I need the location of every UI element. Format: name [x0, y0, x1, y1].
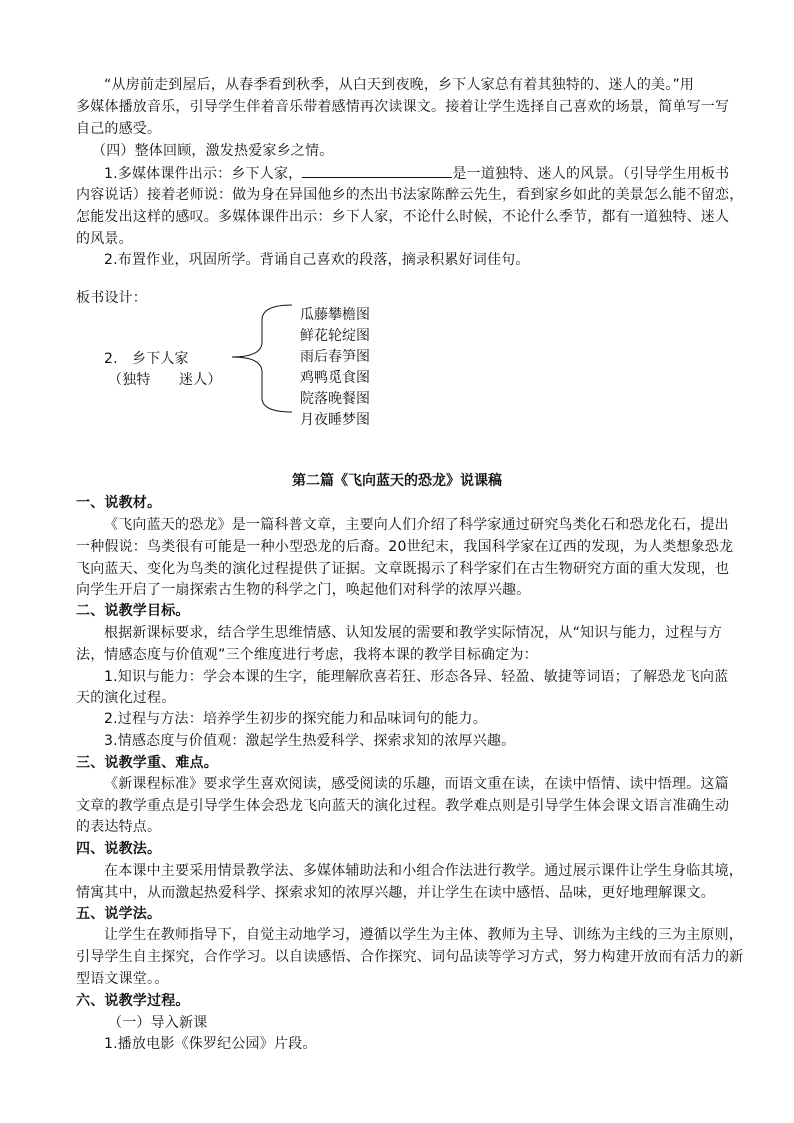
board-item: 院落晚餐图	[300, 391, 370, 407]
paragraph-line: 型语文课堂。。	[76, 971, 169, 987]
board-item: 瓜藤攀檐图	[300, 307, 370, 323]
section-heading: 二、说教学目标。	[76, 603, 190, 619]
paragraph-line: 多媒体播放音乐，引导学生伴着音乐带着感情再次读课文。接着让学生选择自己喜欢的场景，简单写一写	[76, 99, 730, 115]
paragraph-line: 怎能发出这样的感叹。多媒体课件出示：乡下人家，不论什么时候，不论什么季节，都有一道独特、迷人	[76, 209, 730, 225]
section-heading: （四）整体回顾，激发热爱家乡之情。	[92, 143, 334, 159]
board-item: 鸡鸭觅食图	[300, 370, 370, 386]
paragraph-line: 2.布置作业，巩固所学。背诵自己喜欢的段落，摘录积累好词佳句。	[104, 252, 530, 268]
article-title: 第二篇《飞向蓝天的恐龙》说课稿	[292, 473, 502, 489]
board-design-label: 板书设计：	[76, 290, 147, 306]
board-main-title: 2. 乡下人家	[104, 351, 189, 367]
paragraph-line: 向学生开启了一扇探索古生物的科学之门，唤起他们对科学的浓厚兴趣。	[76, 582, 531, 598]
paragraph-line: 一种假说：鸟类很有可能是一种小型恐龙的后裔。20世纪末，我国科学家在辽西的发现，为人类想象恐龙	[76, 539, 734, 555]
board-main-subtitle: （独特 迷人）	[108, 372, 222, 388]
board-item: 雨后春笋图	[300, 349, 370, 365]
paragraph-line: 《飞向蓝天的恐龙》是一篇科普文章，主要向人们介绍了科学家通过研究鸟类化石和恐龙化石，提出	[104, 517, 729, 533]
paragraph-text: 是一道独特、迷人的风景。（引导学生用板书	[452, 166, 730, 182]
section-heading: 三、说教学重、难点。	[76, 755, 218, 771]
paragraph-line: 3.情感态度与价值观：激起学生热爱科学、探索求知的浓厚兴趣。	[104, 733, 516, 749]
board-item: 鲜花轮绽图	[300, 328, 370, 344]
paragraph-text: 1.多媒体课件出示：乡下人家，	[104, 166, 303, 182]
paragraph-line: 文章的教学重点是引导学生体会恐龙飞向蓝天的演化过程。教学难点则是引导学生体会课文语言准确生动	[76, 798, 730, 814]
paragraph-line: 天的演化过程。	[76, 690, 176, 706]
board-item: 月夜睡梦图	[300, 412, 370, 428]
paragraph-line: 的表达特点。	[76, 819, 162, 835]
subsection-heading: （一）导入新课	[108, 1015, 208, 1031]
section-heading: 五、说学法。	[76, 906, 162, 922]
paragraph-line: 1.播放电影《侏罗纪公园》片段。	[104, 1036, 317, 1052]
paragraph-line: 2.过程与方法：培养学生初步的探究能力和品味词句的能力。	[104, 711, 487, 727]
section-heading: 四、说教法。	[76, 841, 162, 857]
paragraph-line: 的风景。	[76, 231, 133, 247]
paragraph-line: 1.知识与能力：学会本课的生字，能理解欣喜若狂、形态各异、轻盈、敏捷等词语；了解恐龙飞向蓝	[104, 669, 729, 685]
paragraph-line: 情寓其中，从而激起热爱科学、探索求知的浓厚兴趣，并让学生在读中感悟、品味，更好地理解课文。	[76, 885, 715, 901]
paragraph-line: 内容说话）接着老师说：做为身在异国他乡的杰出书法家陈醉云先生，看到家乡如此的美景怎么能不留恋，	[76, 187, 744, 203]
paragraph-line: 自己的感受。	[76, 121, 162, 137]
paragraph-line: 让学生在教师指导下，自觉主动地学习，遵循以学生为主体、教师为主导、训练为主线的三为主原则，	[104, 927, 743, 943]
paragraph-line: 根据新课标要求，结合学生思维情感、认知发展的需要和教学实际情况，从“知识与能力，过程与方	[104, 625, 723, 641]
section-heading: 一、说教材。	[76, 495, 162, 511]
paragraph-line: 飞向蓝天、变化为鸟类的演化过程提供了证据。文章既揭示了科学家们在古生物研究方面的重大发现，也	[76, 561, 730, 577]
paragraph-line: 法，情感态度与价值观”三个维度进行考虑，我将本课的教学目标确定为：	[76, 647, 538, 663]
section-heading: 六、说教学过程。	[76, 993, 190, 1009]
paragraph-line: 《新课程标准》要求学生喜欢阅读，感受阅读的乐趣，而语文重在读，在读中悟情、读中悟理。这篇	[104, 776, 729, 792]
paragraph-line: 在本课中主要采用情景教学法、多媒体辅助法和小组合作法进行教学。通过展示课件让学生身临其境，	[104, 863, 743, 879]
paragraph-line: 引导学生自主探究，合作学习。以自读感悟、合作探究、词句品读等学习方式，努力构建开放而有活力的新	[76, 949, 744, 965]
paragraph-line: “从房前走到屋后，从春季看到秋季，从白天到夜晚，乡下人家总有着其独特的、迷人的美。”用	[104, 77, 695, 93]
